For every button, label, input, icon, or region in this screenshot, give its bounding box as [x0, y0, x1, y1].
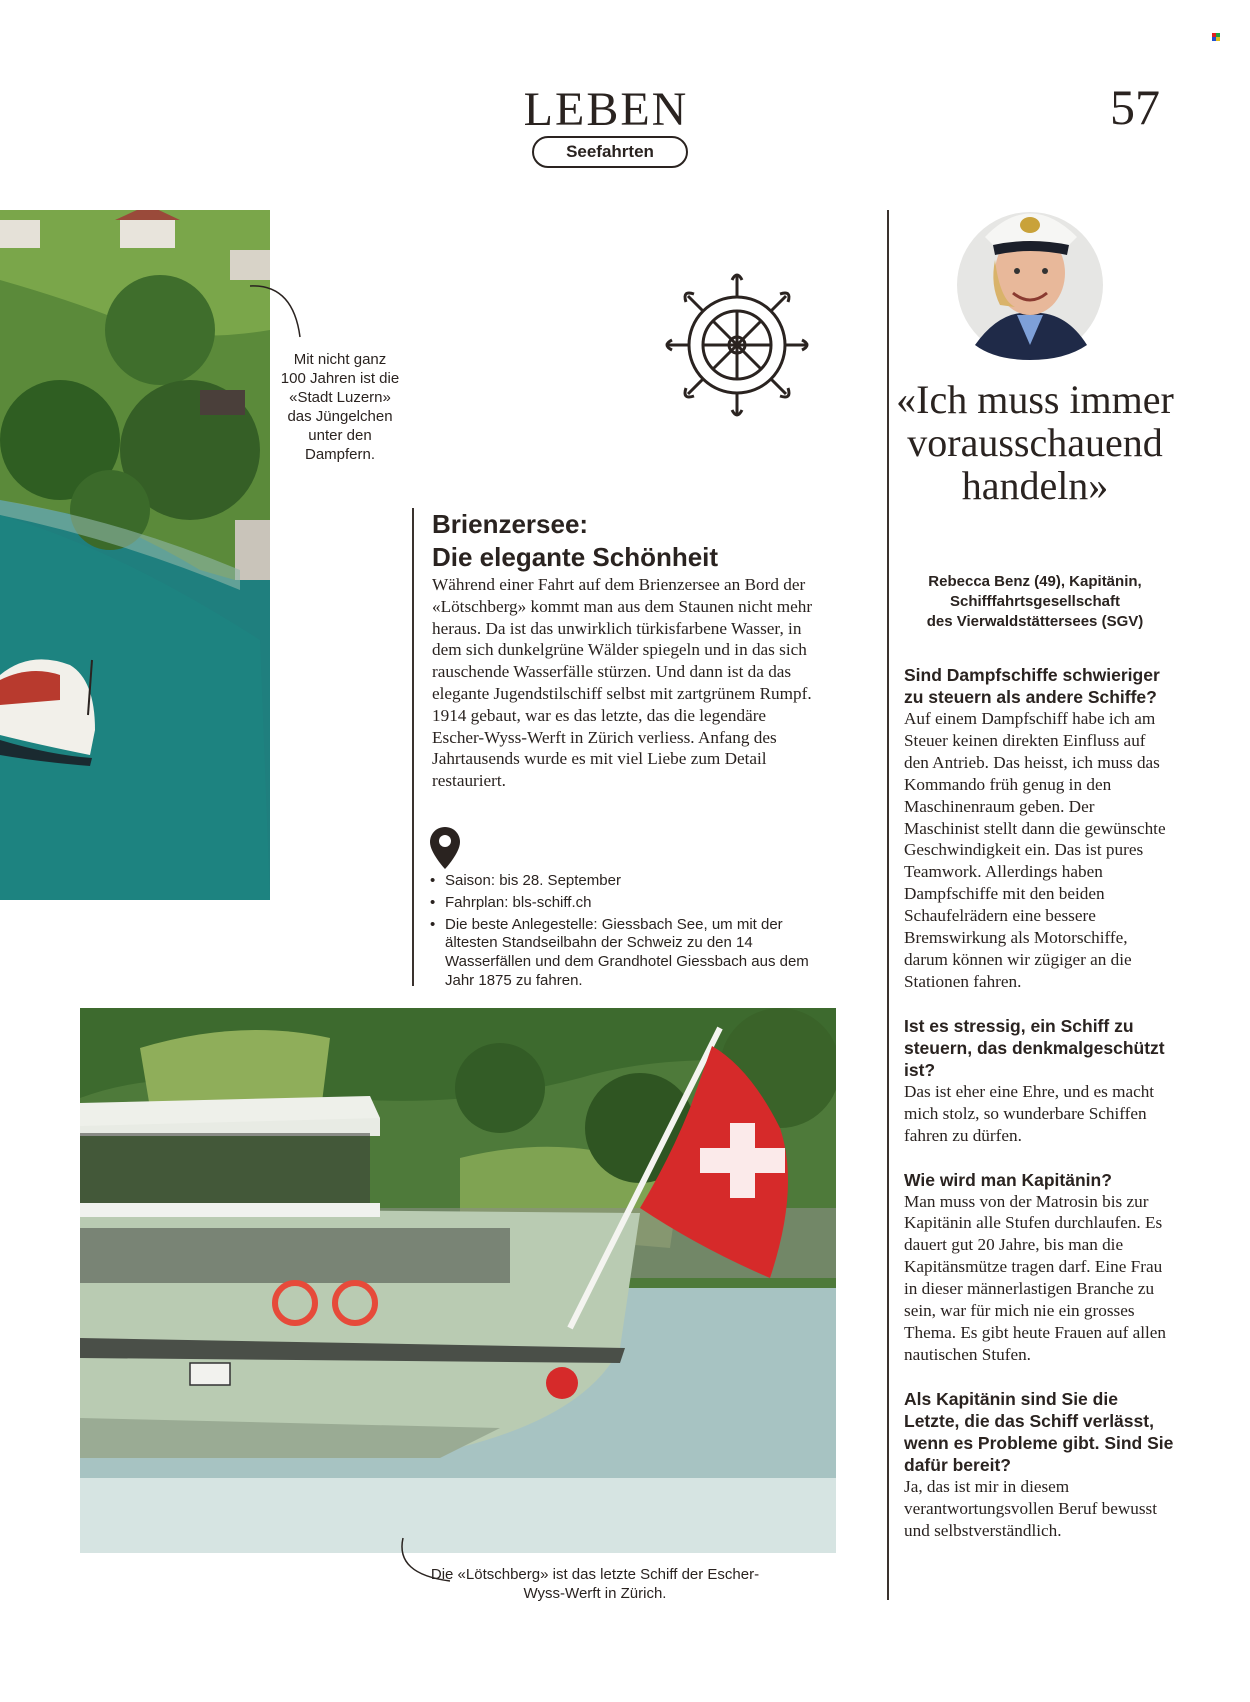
page-number: 57 [1110, 79, 1160, 135]
pull-quote: «Ich muss immer vorausschauend handeln» [896, 377, 1174, 508]
lake-photo-caption: Mit nicht ganz 100 Jahren ist die «Stadt Luzern» das Jüngelchen unter den Dampfern. [280, 351, 400, 463]
interview-answer: Man muss von der Matrosin bis zur Kapitänin alle Stufen durchlaufen. Es dauert gut 20 Jahre, bis man die Kapitänsmütze tragen darf. Eine Frau in dieser männerlastigen Branche zu sein, war für mich nie ein grosses Thema. Es gibt heute Frauen auf allen nautischen Stufen. [904, 1191, 1167, 1364]
color-registration-mark [1212, 33, 1220, 41]
article-heading [432, 508, 832, 574]
interview-answer: Auf einem Dampfschiff habe ich am Steuer keinen direkten Einfluss auf den Antrieb. Das heisst, ich muss das Kommando früh genug in den Maschinenraum geben. Der Maschinist stellt dann die gewünschte Geschwindigkeit ein. Das ist pures Teamwork. Allerdings haben Dampfschiffe mit den beiden Schaufelrädern eine bessere Bremswirkung als Motorschiffe, darum können wir zügiger an die Stationen fahren. [904, 709, 1166, 991]
fact-timetable: • Fahrplan: bls-schiff.ch [430, 894, 830, 913]
attribution-line: Rebecca Benz (49), Kapitänin, [928, 573, 1142, 590]
interview-qa [904, 664, 1174, 1563]
attribution-line: Schifffahrtsgesellschaft [949, 593, 1121, 610]
lake-aerial-photo [0, 210, 270, 900]
article-divider [412, 508, 414, 986]
interview-question: Als Kapitänin sind Sie die Letzte, die das Schiff verlässt, wenn es Probleme gibt. Sind Sie dafür bereit? [904, 1388, 1174, 1475]
article-heading-line2: Die elegante Schönheit [432, 542, 719, 572]
interview-answer: Ja, das ist mir in diesem verantwortungsvollen Beruf bewusst und selbstverständlich. [904, 1476, 1157, 1540]
interview-question: Wie wird man Kapitänin? [904, 1169, 1112, 1190]
ship-wheel-icon [660, 268, 815, 423]
fact-best-stop: • Die beste Anlegestelle: Giessbach See, um mit der ältesten Standseilbahn der Schweiz zu den 14 Wasserfällen und dem Grandhotel Giessbach aus dem Jahr 1875 zu fahren. [430, 916, 830, 991]
interview-question: Sind Dampfschiffe schwieriger zu steuern als andere Schiffe? [904, 665, 1160, 707]
section-title: LEBEN [523, 83, 689, 136]
attribution-line: des Vierwaldstättersees (SGV) [926, 613, 1144, 630]
interview-divider [887, 210, 889, 1600]
subsection-badge: Seefahrten [532, 136, 688, 168]
article-body: Während einer Fahrt auf dem Brienzersee an Bord der «Lötschberg» kommt man aus dem Staunen nicht mehr heraus. Da ist das unwirklich türkisfarbene Wasser, in dem sich dunkelgrüne Wälder spiegeln und in das sich rauschende Wasserfälle stürzen. Und dann ist da das elegante Jugendstilschiff selbst mit zartgrünem Rumpf. 1914 gebaut, war es das letzte, das die legendäre Escher-Wyss-Werft in Zürich verliess. Anfang des Jahrtausends wurde es mit viel Liebe zum Detail restauriert. [432, 575, 813, 791]
fact-list [430, 872, 830, 994]
interview-answer: Das ist eher eine Ehre, und es macht mich stolz, so wunderbare Schiffen fahren zu dürfen. [904, 1081, 1155, 1145]
article-heading-line1: Brienzersee: [432, 509, 589, 539]
interview-question: Ist es stressig, ein Schiff zu steuern, das denkmalgeschützt ist? [904, 1015, 1165, 1080]
fact-season: • Saison: bis 28. September [430, 872, 830, 891]
location-pin-icon [428, 825, 462, 871]
steamboat-photo [80, 1008, 836, 1553]
captain-portrait [955, 195, 1105, 360]
quote-attribution [890, 572, 1180, 632]
boat-photo-caption: Die «Lötschberg» ist das letzte Schiff der Escher-Wyss-Werft in Zürich. [430, 1566, 760, 1602]
caption-pointer-line [248, 282, 308, 340]
